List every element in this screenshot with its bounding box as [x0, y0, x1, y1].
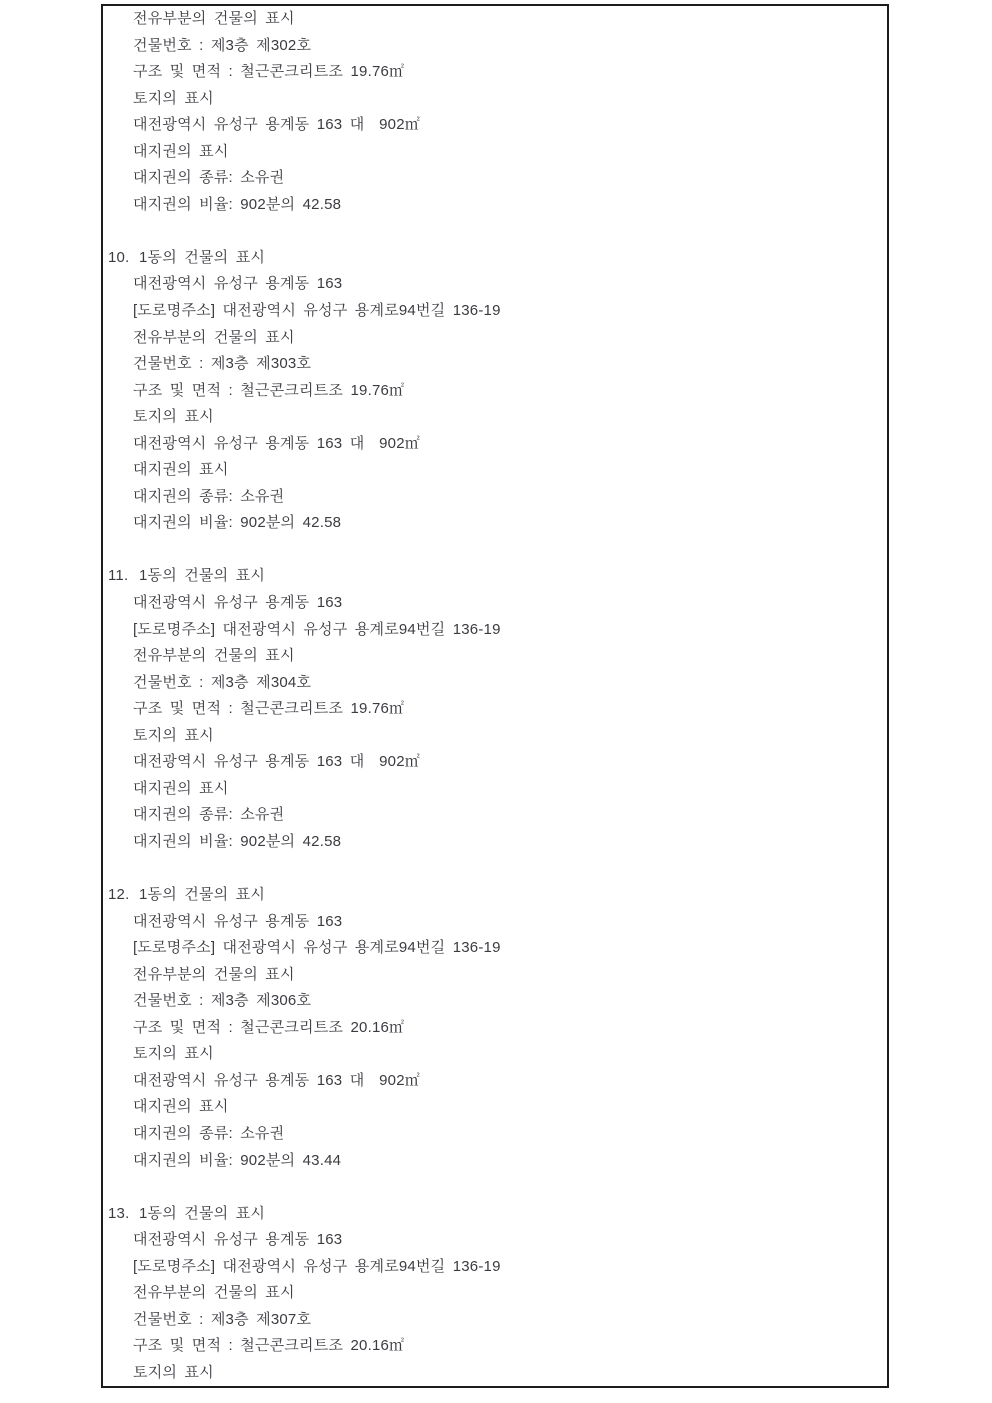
text-line: 대지권의 표시 — [133, 461, 229, 479]
building-entry — [103, 882, 887, 1174]
text-line: 건물번호 : 제3층 제302호 — [133, 36, 312, 54]
text-line: 토지의 표시 — [133, 408, 214, 426]
document-sheet — [101, 4, 889, 1388]
text-line: 대지권의 표시 — [133, 1098, 229, 1116]
text-line: 건물번호 : 제3층 제307호 — [133, 1310, 312, 1328]
entry-number: 10. — [108, 248, 130, 266]
text-line: 토지의 표시 — [133, 1363, 214, 1381]
building-entry — [103, 1201, 887, 1387]
text-line: 대지권의 비율: 902분의 42.58 — [133, 195, 342, 213]
text-line: 대전광역시 유성구 용계동 163 — [133, 275, 343, 293]
building-entry — [103, 6, 887, 218]
text-line: 대지권의 종류: 소유권 — [133, 1124, 285, 1142]
entry-title: 1동의 건물의 표시 — [139, 886, 266, 904]
text-line: 토지의 표시 — [133, 89, 214, 107]
blank-line — [103, 1174, 887, 1201]
text-line: 건물번호 : 제3층 제303호 — [133, 355, 312, 373]
text-line — [103, 563, 887, 590]
text-line: [도로명주소] 대전광역시 유성구 용계로94번길 136-19 — [133, 620, 501, 638]
text-line: 대지권의 비율: 902분의 42.58 — [133, 514, 342, 532]
text-line: 대지권의 표시 — [133, 142, 229, 160]
text-line: 토지의 표시 — [133, 1045, 214, 1063]
entry-number: 13. — [108, 1204, 130, 1222]
text-line: 건물번호 : 제3층 제304호 — [133, 673, 312, 691]
text-line: 대지권의 표시 — [133, 779, 229, 797]
entry-title: 1동의 건물의 표시 — [139, 567, 266, 585]
text-line: 대전광역시 유성구 용계동 163 — [133, 594, 343, 612]
text-line: 대전광역시 유성구 용계동 163 대 902㎡ — [133, 1071, 420, 1089]
text-line: [도로명주소] 대전광역시 유성구 용계로94번길 136-19 — [133, 1257, 501, 1275]
text-line: 구조 및 면적 : 철근콘크리트조 20.16㎡ — [133, 1018, 405, 1036]
building-entry — [103, 245, 887, 537]
blank-line — [103, 856, 887, 883]
text-line: 대전광역시 유성구 용계동 163 — [133, 912, 343, 930]
text-line: [도로명주소] 대전광역시 유성구 용계로94번길 136-19 — [133, 939, 501, 957]
text-line — [103, 245, 887, 272]
text-line: 대전광역시 유성구 용계동 163 대 902㎡ — [133, 116, 420, 134]
text-line: 전유부분의 건물의 표시 — [133, 1284, 295, 1302]
blank-line — [103, 218, 887, 245]
text-line: 구조 및 면적 : 철근콘크리트조 19.76㎡ — [133, 63, 405, 81]
text-line: 구조 및 면적 : 철근콘크리트조 20.16㎡ — [133, 1337, 405, 1355]
entry-number: 11. — [108, 567, 129, 585]
text-line: 전유부분의 건물의 표시 — [133, 10, 295, 27]
text-line: 대지권의 비율: 902분의 43.44 — [133, 1151, 342, 1169]
entry-title: 1동의 건물의 표시 — [139, 1204, 266, 1222]
text-line: 전유부분의 건물의 표시 — [133, 328, 295, 346]
text-line: 대지권의 종류: 소유권 — [133, 169, 285, 187]
text-line: 대지권의 비율: 902분의 42.58 — [133, 832, 342, 850]
text-line: [도로명주소] 대전광역시 유성구 용계로94번길 136-19 — [133, 302, 501, 320]
text-line: 전유부분의 건물의 표시 — [133, 647, 295, 665]
text-line: 건물번호 : 제3층 제306호 — [133, 992, 312, 1010]
building-entry — [103, 563, 887, 855]
text-line — [103, 882, 887, 909]
text-line: 토지의 표시 — [133, 726, 214, 744]
text-line: 구조 및 면적 : 철근콘크리트조 19.76㎡ — [133, 381, 405, 399]
text-line: 대지권의 종류: 소유권 — [133, 806, 285, 824]
text-line: 대전광역시 유성구 용계동 163 대 902㎡ — [133, 434, 420, 452]
document-content — [103, 6, 887, 1386]
text-line: 구조 및 면적 : 철근콘크리트조 19.76㎡ — [133, 700, 405, 718]
text-line: 대지권의 종류: 소유권 — [133, 487, 285, 505]
text-line — [103, 1201, 887, 1228]
text-line: 대전광역시 유성구 용계동 163 대 902㎡ — [133, 753, 420, 771]
text-line: 대전광역시 유성구 용계동 163 — [133, 1231, 343, 1249]
text-line: 전유부분의 건물의 표시 — [133, 965, 295, 983]
entry-title: 1동의 건물의 표시 — [139, 248, 266, 266]
entry-number: 12. — [108, 886, 130, 904]
blank-line — [103, 537, 887, 564]
